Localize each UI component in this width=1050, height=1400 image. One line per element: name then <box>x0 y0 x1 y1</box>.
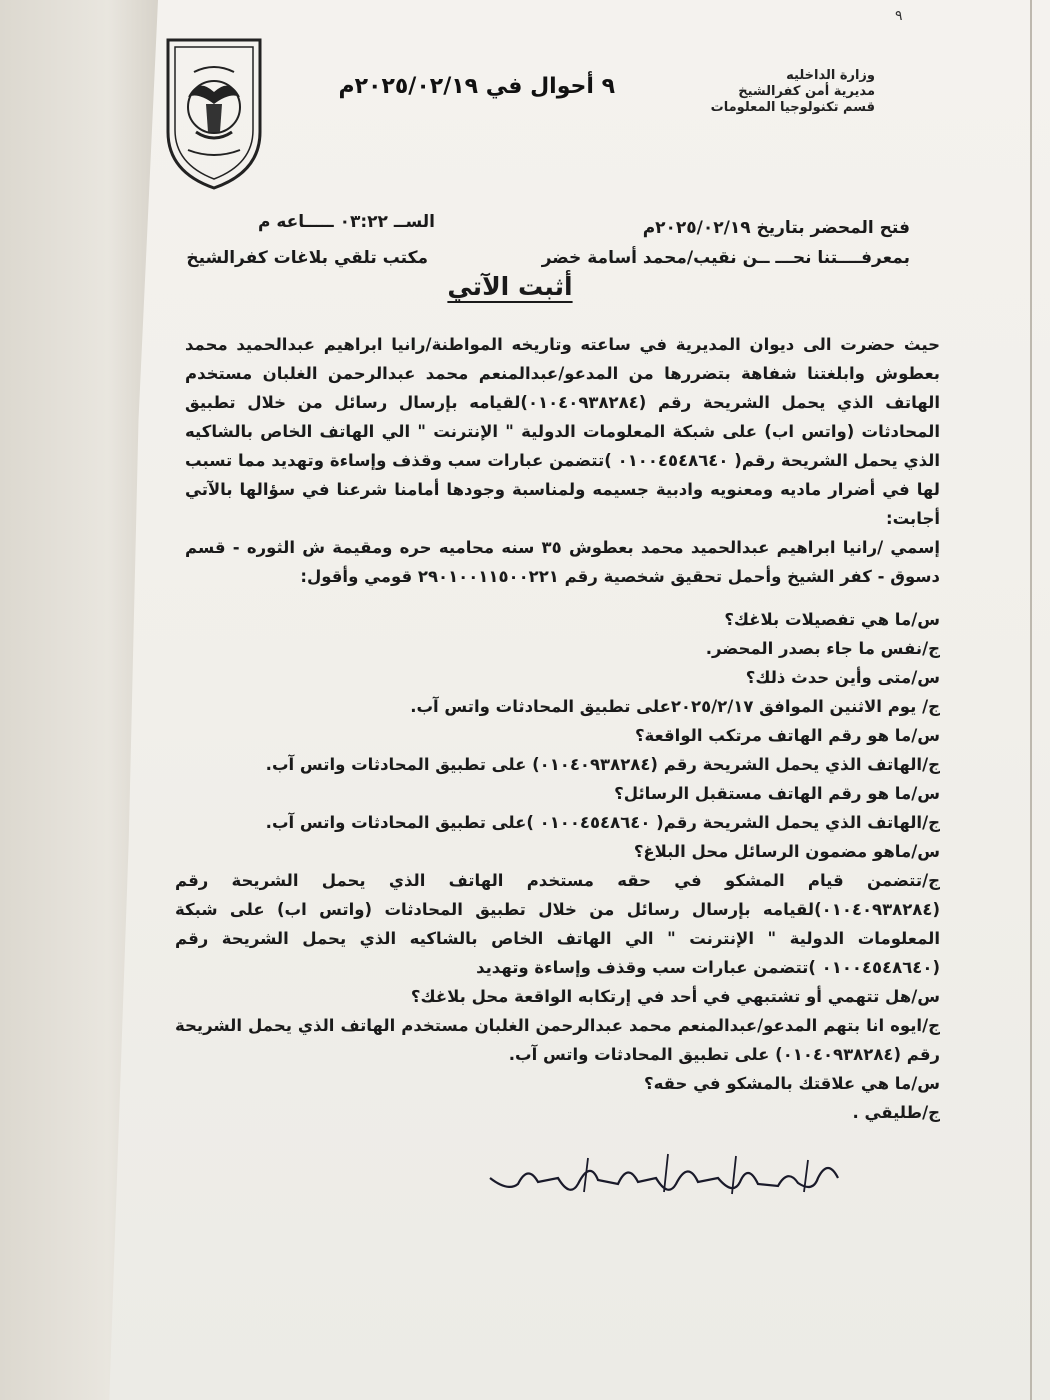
answer-line: ج/ يوم الاثنين الموافق ٢٠٢٥/٢/١٧على تطبيق المحادثات واتس آب. <box>410 697 940 716</box>
record-office: مكتب تلقي بلاغات كفرالشيخ <box>186 248 428 268</box>
record-heading: أثبت الآتي <box>447 272 573 301</box>
statement-paragraph: حيث حضرت الى ديوان المديرية في ساعته وتاريخه المواطنة/رانيا ابراهيم عبدالحميد محمد بعطوش وابلغتنا شفاهة بتضررها من المدعو/عبدالمنعم محمد عبدالرحمن الغلبان مستخدم الهاتف الذي يحمل الشريحة رقم (٠١٠٤٠٩٣٨٢٨٤)لقيامه بإرسال رسائل من خلال تطبيق المحادثات (واتس اب) على شبكة المعلومات الدولية " الإنترنت " الي الهاتف الخاص بالشاكيه الذي يحمل الشريحة رقم( ٠١٠٠٤٥٤٨٦٤٠ )تتضمن عبارات سب وقذف وإساءة وتهديد مما تسبب لها في أضرار ماديه ومعنويه وادبية جسيمه ولمناسبة وجودها أمامنا شرعنا في سؤالها بالآتي أجابت: <box>185 335 941 528</box>
handwritten-signature <box>478 1148 848 1208</box>
question-line: س/متى وأين حدث ذلك؟ <box>745 668 940 687</box>
directorate-name: مديرية أمن كفرالشيخ <box>738 84 875 99</box>
question-line: س/ما هي تفصيلات بلاغك؟ <box>724 610 940 629</box>
page-mark: ٩ <box>895 8 903 24</box>
identity-paragraph: إسمي /رانيا ابراهيم عبدالحميد محمد بعطوش ٣٥ سنه محاميه حره ومقيمة ش الثوره - قسم دسوق - كفر الشيخ وأحمل تحقيق شخصية رقم ٢٩٠١٠٠١١٥٠٠٢٢١ قومي وأقول: <box>185 538 940 586</box>
question-answer-list <box>175 605 940 1127</box>
answer-line: ج/طليقي . <box>852 1103 940 1122</box>
answer-line: ج/الهاتف الذي يحمل الشريحة رقم (٠١٠٤٠٩٣٨٢٨٤) على تطبيق المحادثات واتس آب. <box>265 755 940 774</box>
question-line: س/هل تتهمي أو تشتبهي في أحد في إرتكابه الواقعة محل بلاغك؟ <box>410 987 940 1006</box>
report-date-header: ٩ أحوال في ٢٠٢٥/٠٢/١٩م <box>338 74 615 99</box>
answer-line: ج/تتضمن قيام المشكو في حقه مستخدم الهاتف الذي يحمل الشريحة رقم (٠١٠٤٠٩٣٨٢٨٤)لقيامه بإرسال رسائل من خلال تطبيق المحادثات (واتس اب) على شبكة المعلومات الدولية " الإنترنت " الي الهاتف الخاص بالشاكيه الذي يحمل الشريحة رقم (٠١٠٠٤٥٤٨٦٤٠ )تتضمن عبارات سب وقذف وإساءة وتهديد <box>175 871 940 977</box>
record-officer: بمعرفــــتنا نحـــ ــن نقيب/محمد أسامة خضر <box>541 248 910 268</box>
ministry-name: وزارة الداخليه <box>786 68 875 83</box>
answer-line: ج/ايوه انا بتهم المدعو/عبدالمنعم محمد عبدالرحمن الغلبان مستخدم الهاتف الذي يحمل الشريحة رقم (٠١٠٤٠٩٣٨٢٨٤) على تطبيق المحادثات واتس آب. <box>175 1016 940 1064</box>
ministry-header <box>711 68 875 116</box>
answer-line: ج/الهاتف الذي يحمل الشريحة رقم( ٠١٠٠٤٥٤٨٦٤٠ )على تطبيق المحادثات واتس آب. <box>265 813 940 832</box>
question-line: س/ما هو رقم الهاتف مرتكب الواقعة؟ <box>634 726 940 745</box>
ministry-seal-logo <box>158 32 270 192</box>
answer-line: ج/نفس ما جاء بصدر المحضر. <box>705 639 940 658</box>
record-open-time: الســ ٠٣:٢٢ ـــــاعه م <box>257 212 435 232</box>
question-line: س/ما هي علاقتك بالمشكو في حقه؟ <box>644 1074 940 1093</box>
statement-body <box>185 330 940 591</box>
question-line: س/ما هو رقم الهاتف مستقبل الرسائل؟ <box>614 784 940 803</box>
department-name: قسم تكنولوجيا المعلومات <box>710 100 875 115</box>
record-open-date: فتح المحضر بتاريخ ٢٠٢٥/٠٢/١٩م <box>642 218 910 238</box>
question-line: س/ماهو مضمون الرسائل محل البلاغ؟ <box>633 842 940 861</box>
